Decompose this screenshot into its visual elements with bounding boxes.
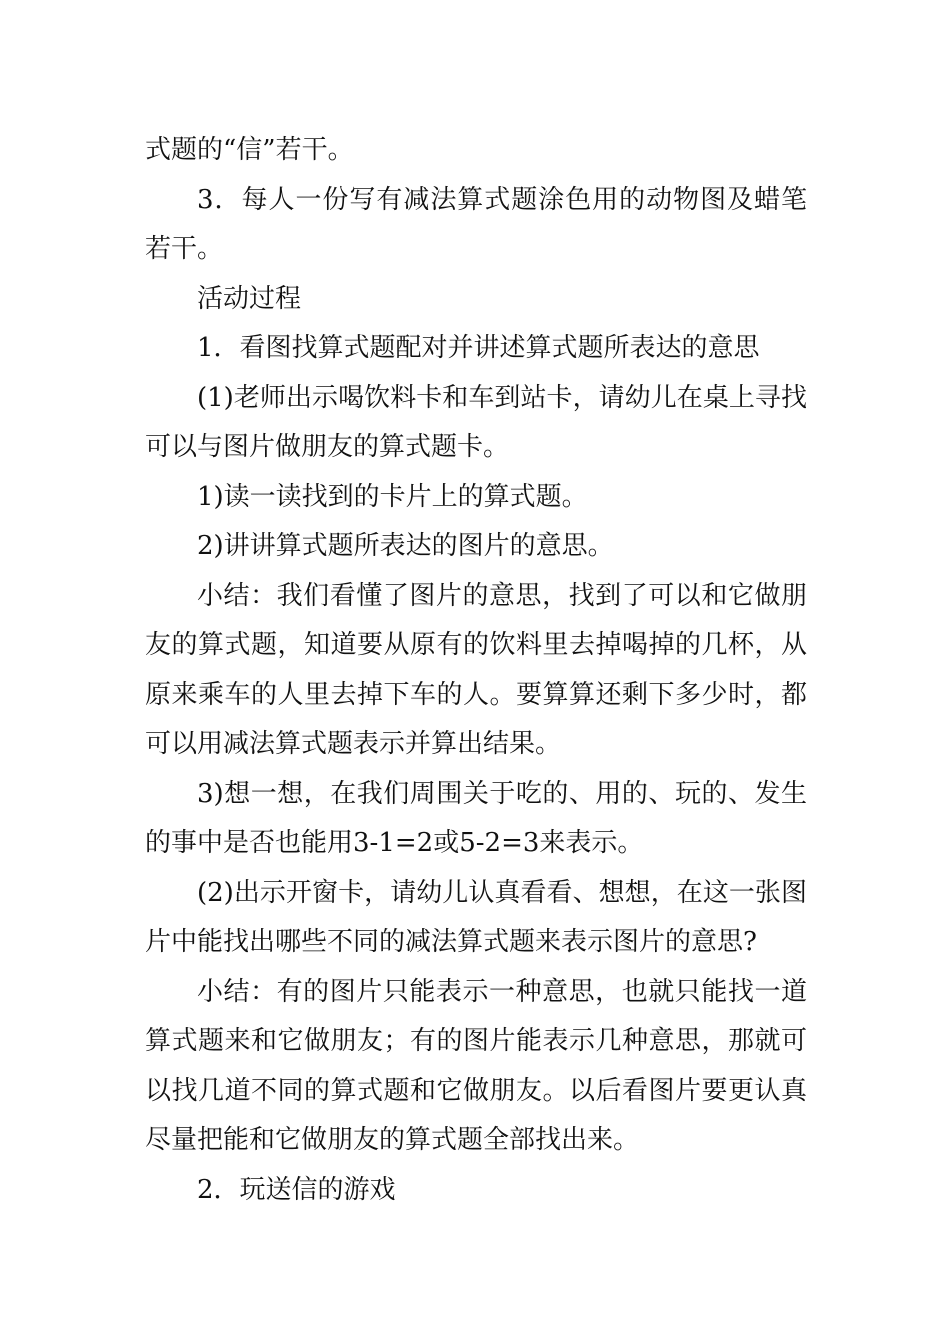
section-heading-activity-process: 活动过程 bbox=[197, 283, 302, 314]
paragraph-step-1-part-2: (2)出示开窗卡，请幼儿认真看看、想想，在这一张图片中能找出哪些不同的减法算式题来表示图片的意思? bbox=[145, 877, 807, 957]
paragraph-letters-continuation: 式题的“信”若干。 bbox=[145, 135, 354, 165]
paragraph-summary-1: 小结：我们看懂了图片的意思，找到了可以和它做朋友的算式题，知道要从原有的饮料里去掉喝掉的几杯，从原来乘车的人里去掉下车的人。要算算还剩下多少时，都可以用减法算式题表示并算出结果。 bbox=[145, 580, 807, 759]
paragraph-step-1-item-3: 3)想一想，在我们周围关于吃的、用的、玩的、发生的事中是否也能用3-1=2或5-2=3来表示。 bbox=[145, 778, 807, 858]
document-body bbox=[145, 126, 807, 1215]
paragraph-step-1-item-2: 2)讲讲算式题所表达的图片的意思。 bbox=[197, 531, 614, 561]
paragraph-materials-3: 3．每人一份写有减法算式题涂色用的动物图及蜡笔若干。 bbox=[145, 184, 807, 264]
paragraph-summary-2: 小结：有的图片只能表示一种意思，也就只能找一道算式题来和它做朋友；有的图片能表示几种意思，那就可以找几道不同的算式题和它做朋友。以后看图片要更认真尽量把能和它做朋友的算式题全部找出来。 bbox=[145, 976, 807, 1155]
step-heading-2: 2．玩送信的游戏 bbox=[197, 1174, 396, 1205]
step-heading-1: 1．看图找算式题配对并讲述算式题所表达的意思 bbox=[197, 333, 760, 363]
paragraph-step-1-part-1: (1)老师出示喝饮料卡和车到站卡，请幼儿在桌上寻找可以与图片做朋友的算式题卡。 bbox=[145, 382, 807, 462]
paragraph-step-1-item-1: 1)读一读找到的卡片上的算式题。 bbox=[197, 481, 588, 512]
